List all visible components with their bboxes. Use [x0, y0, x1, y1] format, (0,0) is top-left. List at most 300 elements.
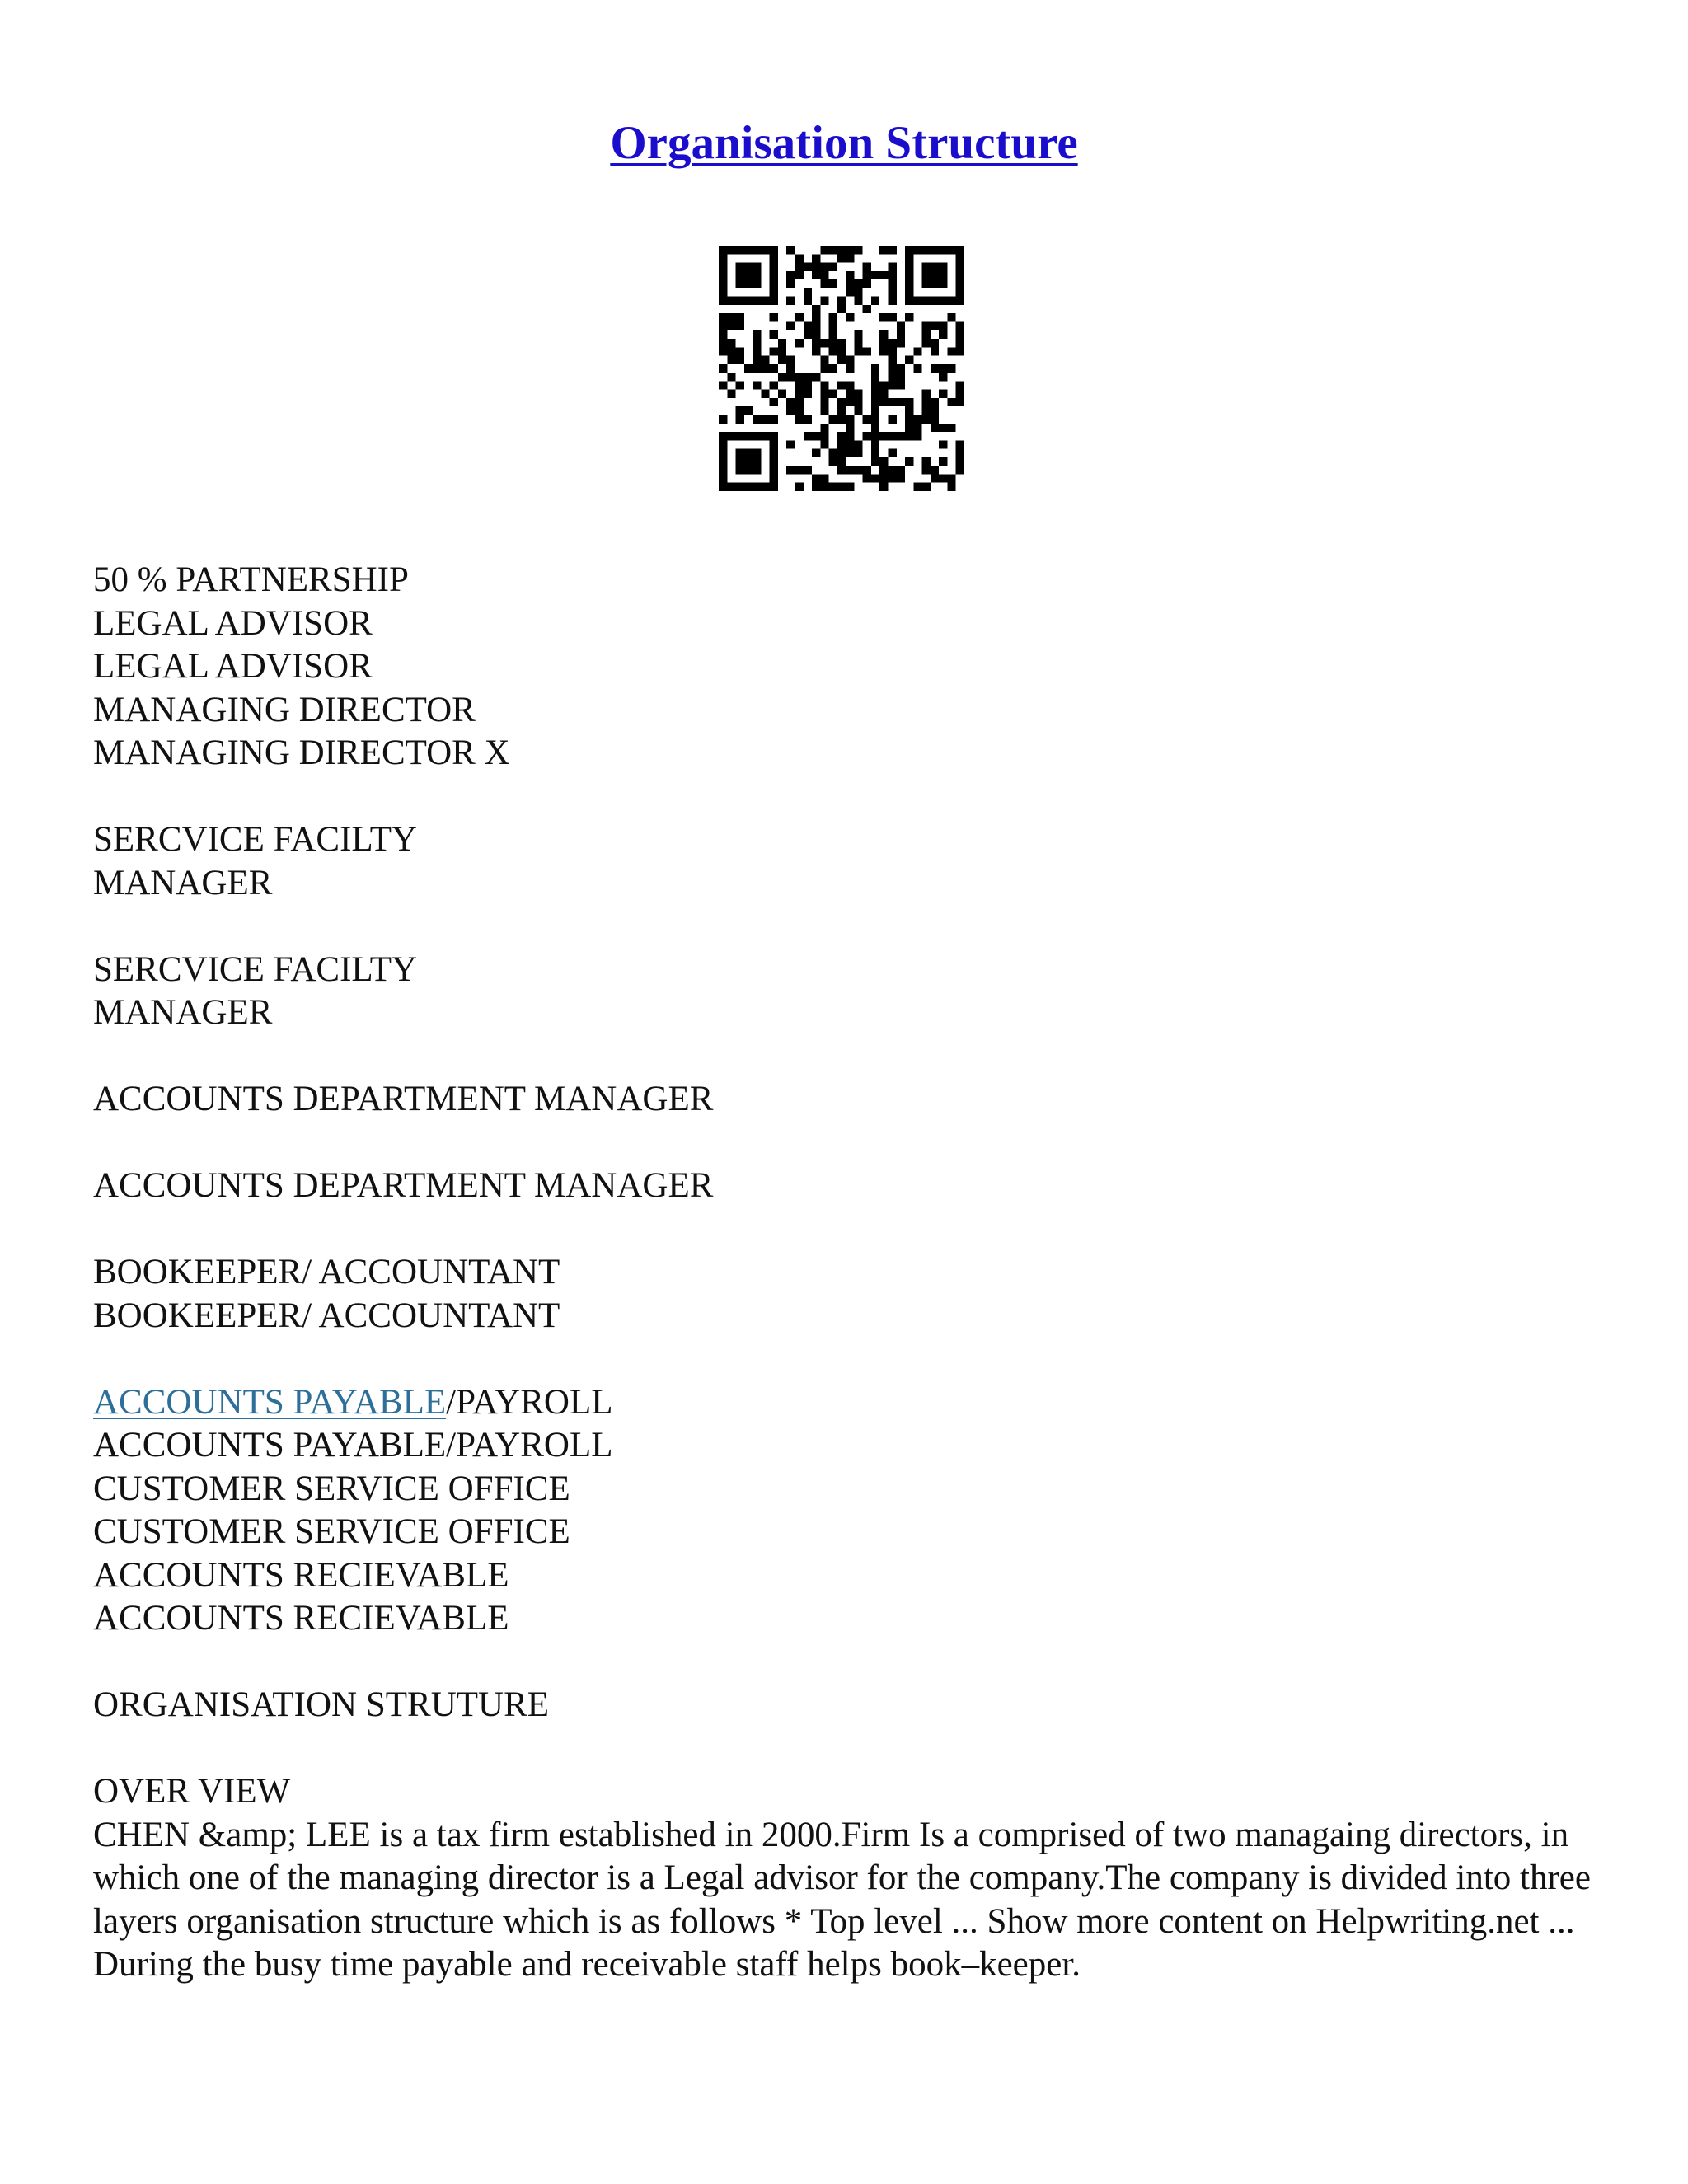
qr-module	[871, 415, 879, 424]
qr-module	[897, 432, 905, 440]
qr-module	[770, 279, 778, 288]
qr-module	[812, 254, 820, 262]
qr-module	[727, 321, 735, 330]
qr-module	[931, 339, 939, 347]
qr-module	[820, 279, 828, 288]
qr-module	[905, 398, 913, 406]
qr-module	[829, 449, 837, 457]
blank-line	[93, 1208, 1601, 1252]
text-line: ACCOUNTS DEPARTMENT MANAGER	[93, 1080, 714, 1118]
qr-module	[947, 246, 955, 254]
qr-module	[854, 279, 862, 288]
qr-module	[889, 313, 897, 321]
qr-module	[719, 246, 727, 254]
qr-module	[846, 279, 854, 288]
qr-module	[786, 246, 795, 254]
qr-module	[956, 466, 964, 474]
qr-module	[820, 297, 828, 305]
qr-module	[804, 263, 812, 271]
qr-module	[786, 279, 795, 288]
qr-module	[804, 321, 812, 330]
qr-module	[871, 398, 879, 406]
qr-module	[922, 271, 931, 279]
qr-module	[736, 313, 744, 321]
qr-module	[889, 364, 897, 373]
qr-module	[753, 263, 761, 271]
qr-module	[871, 432, 879, 440]
qr-module	[829, 457, 837, 466]
qr-module	[770, 483, 778, 491]
qr-module	[795, 339, 803, 347]
qr-module	[770, 440, 778, 448]
qr-module	[956, 246, 964, 254]
qr-module	[931, 297, 939, 305]
qr-module	[820, 398, 828, 406]
qr-module	[820, 440, 828, 448]
text-line: ORGANISATION STRUTURE	[93, 1685, 550, 1724]
qr-module	[956, 390, 964, 398]
qr-module	[846, 432, 854, 440]
qr-module	[871, 373, 879, 381]
text-line: ACCOUNTS DEPARTMENT MANAGER	[93, 1166, 714, 1205]
qr-module	[905, 288, 913, 296]
qr-module	[778, 356, 786, 364]
qr-module	[956, 263, 964, 271]
qr-module	[905, 415, 913, 424]
qr-module	[947, 398, 955, 406]
text-line: LEGAL ADVISOR	[93, 603, 373, 643]
qr-module	[719, 415, 727, 424]
qr-module	[939, 390, 947, 398]
qr-module	[804, 432, 812, 440]
qr-module	[829, 483, 837, 491]
qr-module	[778, 339, 786, 347]
qr-module	[719, 279, 727, 288]
qr-module	[939, 321, 947, 330]
qr-module	[854, 466, 862, 474]
qr-module	[956, 330, 964, 339]
qr-module	[854, 339, 862, 347]
qr-module	[871, 449, 879, 457]
qr-module	[879, 466, 888, 474]
qr-module	[753, 271, 761, 279]
qr-module	[889, 381, 897, 389]
qr-module	[879, 390, 888, 398]
qr-module	[770, 288, 778, 296]
qr-module	[727, 373, 735, 381]
qr-module	[889, 271, 897, 279]
qr-module	[770, 449, 778, 457]
qr-module	[879, 457, 888, 466]
qr-module	[753, 356, 761, 364]
qr-module	[879, 271, 888, 279]
qr-module	[939, 271, 947, 279]
qr-module	[812, 474, 820, 482]
qr-module	[913, 297, 921, 305]
qr-module	[837, 466, 846, 474]
qr-module	[837, 457, 846, 466]
qr-module	[744, 271, 753, 279]
qr-module	[753, 246, 761, 254]
qr-module	[879, 483, 888, 491]
qr-module	[931, 424, 939, 432]
qr-module	[956, 440, 964, 448]
qr-module	[719, 263, 727, 271]
qr-module	[854, 330, 862, 339]
qr-module	[863, 347, 871, 355]
qr-module	[829, 339, 837, 347]
qr-module	[829, 390, 837, 398]
qr-module	[820, 246, 828, 254]
qr-module	[786, 321, 795, 330]
qr-module	[770, 432, 778, 440]
qr-module	[879, 432, 888, 440]
text-line: SERCVICE FACILTY	[93, 820, 418, 859]
qr-module	[871, 271, 879, 279]
qr-module	[719, 466, 727, 474]
qr-module	[719, 474, 727, 482]
qr-module	[897, 466, 905, 474]
qr-module	[871, 390, 879, 398]
qr-module	[905, 313, 913, 321]
qr-module	[795, 254, 803, 262]
qr-module	[863, 432, 871, 440]
qr-module	[931, 466, 939, 474]
text-line: CUSTOMER SERVICE OFFICE	[93, 1512, 570, 1551]
qr-module	[846, 271, 854, 279]
qr-module	[719, 339, 727, 347]
qr-module	[736, 321, 744, 330]
qr-module	[719, 288, 727, 296]
qr-module	[770, 297, 778, 305]
qr-module	[770, 330, 778, 339]
blank-line	[93, 1338, 1601, 1381]
qr-module	[736, 297, 744, 305]
qr-module	[846, 424, 854, 432]
qr-module	[947, 364, 955, 373]
qr-module	[812, 271, 820, 279]
qr-module	[913, 246, 921, 254]
qr-module	[854, 390, 862, 398]
qr-module	[956, 449, 964, 457]
qr-module	[879, 246, 888, 254]
qr-module	[719, 297, 727, 305]
qr-module	[837, 356, 846, 364]
qr-module	[719, 449, 727, 457]
qr-module	[736, 279, 744, 288]
qr-module	[736, 449, 744, 457]
qr-module	[846, 254, 854, 262]
qr-module	[879, 339, 888, 347]
qr-module	[846, 398, 854, 406]
qr-module	[829, 330, 837, 339]
qr-module	[761, 390, 769, 398]
qr-module	[922, 483, 931, 491]
accounts-payable-link[interactable]: ACCOUNTS PAYABLE	[93, 1382, 447, 1422]
qr-module	[947, 313, 955, 321]
qr-module	[871, 364, 879, 373]
qr-module	[905, 457, 913, 466]
qr-module	[820, 483, 828, 491]
blank-line	[93, 1727, 1601, 1771]
qr-module	[719, 330, 727, 339]
qr-module	[812, 449, 820, 457]
qr-module	[727, 339, 735, 347]
qr-module	[939, 373, 947, 381]
qr-module	[812, 305, 820, 313]
qr-module	[837, 449, 846, 457]
qr-module	[837, 406, 846, 415]
qr-module	[956, 254, 964, 262]
qr-module	[744, 432, 753, 440]
qr-module	[956, 321, 964, 330]
qr-module	[889, 474, 897, 482]
qr-module	[761, 415, 769, 424]
qr-module	[719, 364, 727, 373]
qr-module	[770, 313, 778, 321]
text-line: MANAGER	[93, 863, 273, 902]
qr-module	[770, 466, 778, 474]
qr-module	[863, 466, 871, 474]
qr-module	[770, 398, 778, 406]
qr-module	[753, 347, 761, 355]
qr-module	[913, 432, 921, 440]
text-line: MANAGING DIRECTOR X	[93, 733, 510, 772]
qr-module	[837, 246, 846, 254]
qr-module	[889, 466, 897, 474]
qr-module	[931, 271, 939, 279]
qr-module	[956, 297, 964, 305]
text-line: CUSTOMER SERVICE OFFICE	[93, 1469, 570, 1508]
qr-module	[846, 313, 854, 321]
qr-module	[795, 263, 803, 271]
qr-module	[719, 313, 727, 321]
qr-module	[736, 381, 744, 389]
qr-module	[846, 356, 854, 364]
qr-module	[829, 321, 837, 330]
qr-module	[744, 457, 753, 466]
qr-module	[879, 347, 888, 355]
qr-module	[786, 356, 795, 364]
qr-module	[719, 321, 727, 330]
qr-module	[956, 398, 964, 406]
qr-module	[736, 271, 744, 279]
qr-module	[913, 415, 921, 424]
qr-module	[719, 440, 727, 448]
qr-module	[854, 440, 862, 448]
qr-module	[956, 457, 964, 466]
qr-module	[854, 246, 862, 254]
text-line-with-link	[93, 1381, 1601, 1425]
qr-module	[854, 406, 862, 415]
qr-module	[889, 288, 897, 296]
qr-module	[956, 347, 964, 355]
qr-module	[744, 246, 753, 254]
qr-module	[922, 390, 931, 398]
qr-module	[719, 432, 727, 440]
qr-module	[820, 432, 828, 440]
qr-module	[837, 339, 846, 347]
qr-module	[905, 246, 913, 254]
qr-module	[820, 356, 828, 364]
qr-module	[770, 347, 778, 355]
qr-module	[820, 474, 828, 482]
qr-module	[931, 263, 939, 271]
qr-module	[863, 271, 871, 279]
qr-module	[744, 297, 753, 305]
qr-module	[863, 415, 871, 424]
qr-module	[889, 339, 897, 347]
qr-module	[786, 373, 795, 381]
qr-module	[804, 297, 812, 305]
qr-module	[812, 347, 820, 355]
qr-module	[913, 347, 921, 355]
qr-module	[947, 474, 955, 482]
qr-module	[854, 297, 862, 305]
qr-module	[770, 457, 778, 466]
qr-module	[719, 271, 727, 279]
qr-module	[889, 279, 897, 288]
blank-line	[93, 1641, 1601, 1685]
qr-module	[795, 381, 803, 389]
qr-module	[922, 415, 931, 424]
qr-module	[931, 364, 939, 373]
qr-module	[770, 254, 778, 262]
qr-module	[956, 381, 964, 389]
qr-module	[939, 263, 947, 271]
qr-module	[829, 263, 837, 271]
qr-module	[931, 347, 939, 355]
qr-module	[905, 254, 913, 262]
qr-module	[804, 390, 812, 398]
qr-module	[939, 297, 947, 305]
qr-module	[753, 415, 761, 424]
qr-module	[719, 483, 727, 491]
qr-module	[879, 381, 888, 389]
text-line: BOOKEEPER/ ACCOUNTANT	[93, 1296, 560, 1335]
qr-module	[812, 330, 820, 339]
closing-line: During the busy time payable and receivable staff helps book–keeper.	[93, 1945, 1081, 1984]
qr-module	[939, 440, 947, 448]
qr-module	[736, 432, 744, 440]
qr-module	[931, 279, 939, 288]
qr-module	[736, 483, 744, 491]
blank-line	[93, 1122, 1601, 1165]
qr-module	[939, 279, 947, 288]
qr-module	[812, 339, 820, 347]
qr-module	[736, 466, 744, 474]
qr-module	[804, 330, 812, 339]
overview-paragraph: CHEN &amp; LEE is a tax firm established in 2000.Firm Is a comprised of two managaing directors, in which one of the managing director is a Legal advisor for the company.The company is divided into three layers organisation structure which is as follows * Top level ... Show more content on Helpwriting.net ...	[93, 1815, 1591, 1941]
title-link[interactable]: Organisation Structure	[610, 117, 1078, 169]
qr-module	[753, 364, 761, 373]
qr-module	[753, 466, 761, 474]
qr-module	[786, 440, 795, 448]
text-line: ACCOUNTS PAYABLE/PAYROLL	[93, 1426, 613, 1465]
qr-module	[939, 246, 947, 254]
qr-module	[736, 246, 744, 254]
qr-module	[905, 356, 913, 364]
qr-module	[736, 457, 744, 466]
qr-module	[753, 339, 761, 347]
qr-module	[922, 246, 931, 254]
text-line: ACCOUNTS RECIEVABLE	[93, 1555, 509, 1595]
qr-module	[889, 263, 897, 271]
qr-module	[846, 381, 854, 389]
qr-module	[837, 415, 846, 424]
qr-module	[744, 466, 753, 474]
qr-module	[812, 321, 820, 330]
qr-module	[786, 364, 795, 373]
qr-module	[931, 398, 939, 406]
qr-module	[812, 263, 820, 271]
qr-module	[770, 415, 778, 424]
qr-module	[897, 321, 905, 330]
qr-module	[820, 271, 828, 279]
qr-module	[854, 288, 862, 296]
blank-line	[93, 905, 1601, 949]
qr-module	[812, 483, 820, 491]
qr-module	[863, 474, 871, 482]
qr-module	[736, 263, 744, 271]
qr-module	[812, 313, 820, 321]
qr-module	[795, 483, 803, 491]
qr-module	[795, 415, 803, 424]
qr-module	[786, 271, 795, 279]
qr-module	[889, 415, 897, 424]
qr-module	[795, 313, 803, 321]
qr-module	[854, 398, 862, 406]
qr-module	[939, 457, 947, 466]
qr-module	[846, 466, 854, 474]
qr-module	[829, 415, 837, 424]
qr-module	[905, 279, 913, 288]
text-line: LEGAL ADVISOR	[93, 647, 373, 686]
qr-module	[804, 415, 812, 424]
text-line: ACCOUNTS RECIEVABLE	[93, 1599, 509, 1638]
qr-module	[778, 373, 786, 381]
qr-module	[939, 424, 947, 432]
qr-module	[770, 246, 778, 254]
qr-module	[871, 381, 879, 389]
qr-module	[863, 305, 871, 313]
qr-module	[889, 373, 897, 381]
qr-module	[744, 279, 753, 288]
qr-module	[837, 254, 846, 262]
qr-module	[846, 288, 854, 296]
qr-module	[753, 457, 761, 466]
qr-module	[804, 381, 812, 389]
qr-module	[829, 347, 837, 355]
qr-module	[736, 415, 744, 424]
qr-module	[889, 356, 897, 364]
qr-module	[922, 339, 931, 347]
qr-module	[871, 474, 879, 482]
qr-module	[736, 406, 744, 415]
qr-module	[889, 246, 897, 254]
qr-module	[913, 483, 921, 491]
qr-module	[770, 381, 778, 389]
qr-module	[820, 381, 828, 389]
qr-module	[897, 330, 905, 339]
qr-module	[778, 347, 786, 355]
qr-module	[846, 449, 854, 457]
qr-module	[736, 347, 744, 355]
qr-module	[804, 373, 812, 381]
qr-module	[846, 364, 854, 373]
qr-module	[863, 263, 871, 271]
qr-module	[837, 305, 846, 313]
